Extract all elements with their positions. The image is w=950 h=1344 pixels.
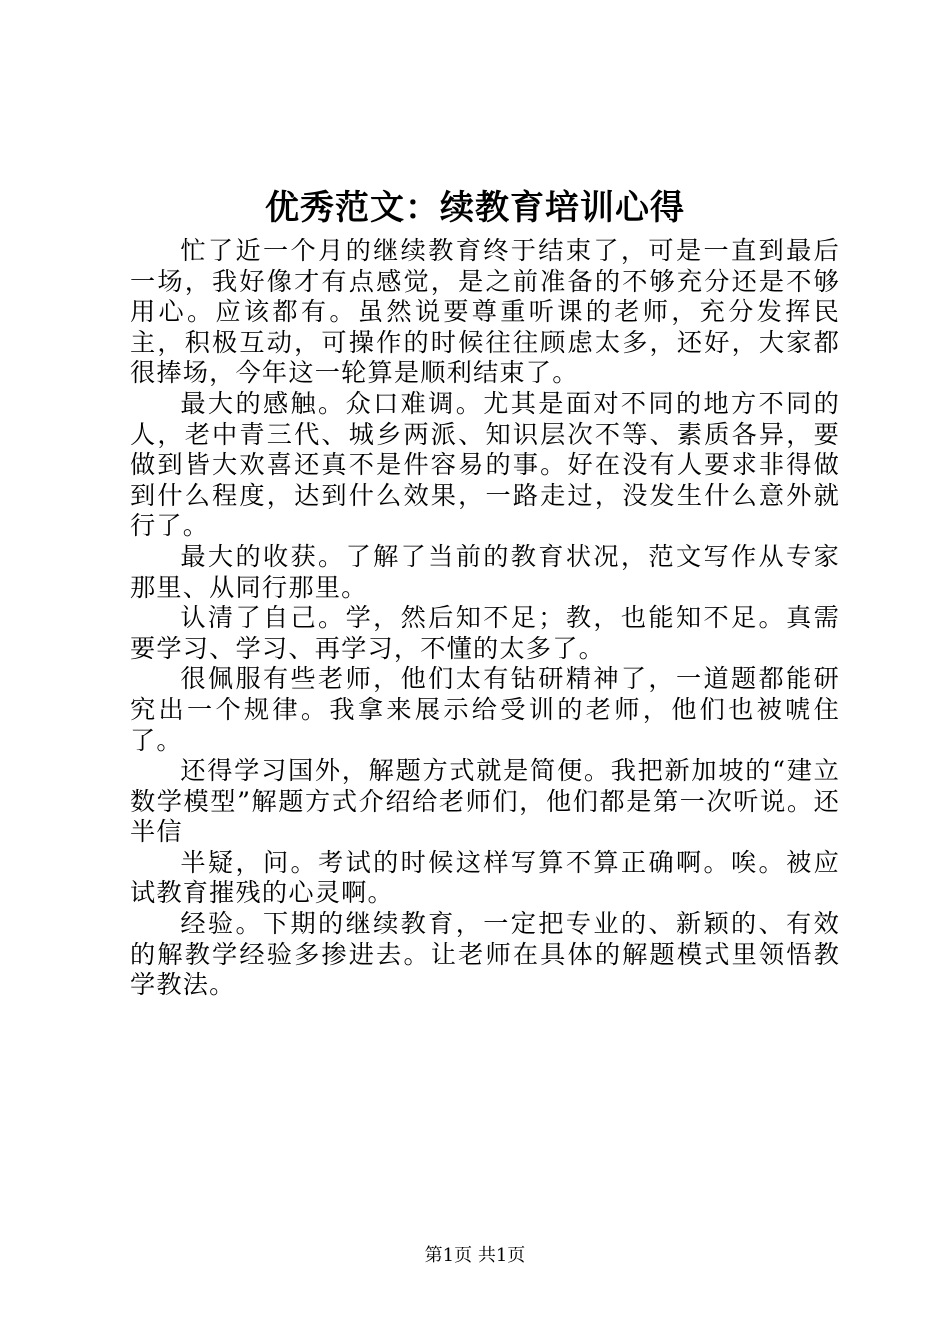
body-paragraph: 最大的感触。众口难调。尤其是面对不同的地方不同的人，老中青三代、城乡两派、知识层次不等、素质各异，要做到皆大欢喜还真不是件容易的事。好在没有人要求非得做到什么程度，达到什么效果，一路走过，没发生什么意外就行了。: [130, 388, 840, 541]
document-body: [130, 236, 840, 1001]
body-paragraph: 忙了近一个月的继续教育终于结束了，可是一直到最后一场，我好像才有点感觉，是之前准备的不够充分还是不够用心。应该都有。虽然说要尊重听课的老师，充分发挥民主，积极互动，可操作的时候往往顾虑太多，还好，大家都很捧场，今年这一轮算是顺利结束了。: [130, 236, 840, 388]
page-number-footer: 第1页 共1页: [424, 1245, 526, 1266]
body-paragraph: 经验。下期的继续教育，一定把专业的、新颖的、有效的解教学经验多掺进去。让老师在具体的解题模式里领悟教学教法。: [130, 909, 840, 1000]
body-paragraph: 最大的收获。了解了当前的教育状况，范文写作从专家那里、从同行那里。: [130, 541, 840, 602]
body-paragraph: 认清了自己。学，然后知不足；教，也能知不足。真需要学习、学习、再学习，不懂的太多了。: [130, 603, 840, 663]
body-paragraph: 还得学习国外，解题方式就是简便。我把新加坡的“建立数学模型”解题方式介绍给老师们，他们都是第一次听说。还半信: [130, 756, 840, 847]
body-paragraph: 很佩服有些老师，他们太有钻研精神了，一道题都能研究出一个规律。我拿来展示给受训的老师，他们也被唬住了。: [130, 664, 840, 755]
document-title: 优秀范文：续教育培训心得: [265, 188, 685, 228]
body-paragraph: 半疑，问。考试的时候这样写算不算正确啊。唉。被应试教育摧残的心灵啊。: [130, 847, 840, 908]
